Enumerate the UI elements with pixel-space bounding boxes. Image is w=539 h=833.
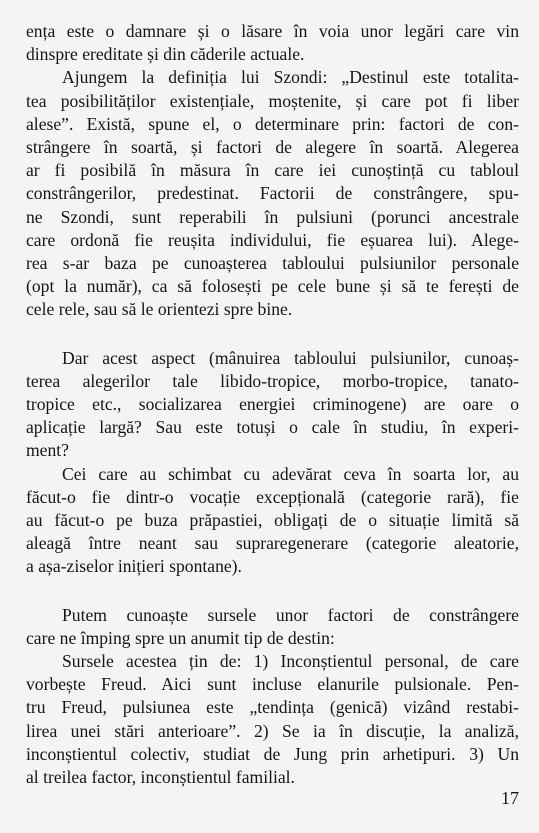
- text-line: lirea unei stări anterioare”. 2) Se ia în discuție, la analiză,: [26, 720, 519, 741]
- text-line: Cei care au schimbat cu adevărat ceva în soarta lor, au: [62, 463, 519, 484]
- text-line: care ne împing spre un anumit tip de destin:: [26, 627, 335, 648]
- paragraph-gap: [26, 322, 519, 347]
- text-line: tru Freud, pulsiunea este „tendința (genică) vizând restabi-: [26, 697, 519, 718]
- text-line: ne Szondi, sunt reperabili în pulsiuni (porunci ancestrale: [26, 206, 519, 227]
- text-line: Putem cunoaște sursele unor factori de constrângere: [62, 604, 519, 625]
- text-line: care ordonă fie reușita individului, fie eșuarea lui). Alege-: [26, 229, 519, 250]
- paragraph-6: [26, 650, 519, 789]
- text-line: aplicație largă? Sau este totuși o cale în studiu, în experi-: [26, 417, 519, 438]
- text-line: Ajungem la definiția lui Szondi: „Destinul este totalita-: [62, 67, 519, 88]
- text-line: vorbește Freud. Aici sunt incluse elanurile pulsionale. Pen-: [26, 674, 519, 695]
- text-line: inconștientul colectiv, studiat de Jung prin arhetipuri. 3) Un: [26, 743, 519, 764]
- text-line: Sursele acestea țin de: 1) Inconștientul personal, de care: [62, 651, 519, 672]
- text-line: (opt la număr), ca să folosești pe cele bune și să te ferești de: [26, 276, 519, 297]
- text-line: a așa-ziselor inițieri spontane).: [26, 556, 242, 577]
- text-line: tea posibilităților existențiale, moștenite, și care pot fi liber: [26, 90, 519, 111]
- text-line: alese”. Există, spune el, o determinare prin: factori de con-: [26, 113, 519, 134]
- text-line: aleagă între neant sau supraregenerare (categorie aleatorie,: [26, 533, 519, 554]
- text-line: dinspre ereditate și din căderile actuale.: [26, 44, 305, 65]
- text-body: [26, 20, 519, 789]
- text-line: ment?: [26, 440, 69, 461]
- text-line: au făcut-o pe buza prăpastiei, obligați de o situație limită să: [26, 510, 519, 531]
- paragraph-3: [26, 347, 519, 463]
- text-line: făcut-o fie dintr-o vocație excepțională (categorie rară), fie: [26, 486, 519, 507]
- paragraph-gap: [26, 579, 519, 604]
- page-number: 17: [501, 788, 519, 808]
- text-line: ența este o damnare și o lăsare în voia unor legări care vin: [26, 21, 519, 41]
- paragraph-4: [26, 463, 519, 579]
- text-line: ar fi posibilă în măsura în care iei cunoștință cu tabloul: [26, 160, 519, 181]
- paragraph-2: [26, 66, 519, 321]
- text-line: terea alegerilor tale libido-tropice, morbo-tropice, tanato-: [26, 370, 519, 391]
- text-line: cele rele, sau să le orientezi spre bine.: [26, 299, 293, 320]
- text-line: tropice etc., socializarea energiei criminogene) are oare o: [26, 394, 519, 415]
- text-line: rea s-ar baza pe cunoașterea tabloului pulsiunilor personale: [26, 253, 519, 274]
- paragraph-1: [26, 20, 519, 66]
- text-line: Dar acest aspect (mânuirea tabloului pulsiunilor, cunoaș-: [62, 347, 519, 368]
- text-line: al treilea factor, inconștientul familial.: [26, 767, 295, 788]
- text-line: strângere în soartă, și factori de alegere în soartă. Alegerea: [26, 137, 519, 158]
- text-line: constrângerilor, predestinat. Factorii de constrângere, spu-: [26, 183, 519, 204]
- paragraph-5: [26, 604, 519, 650]
